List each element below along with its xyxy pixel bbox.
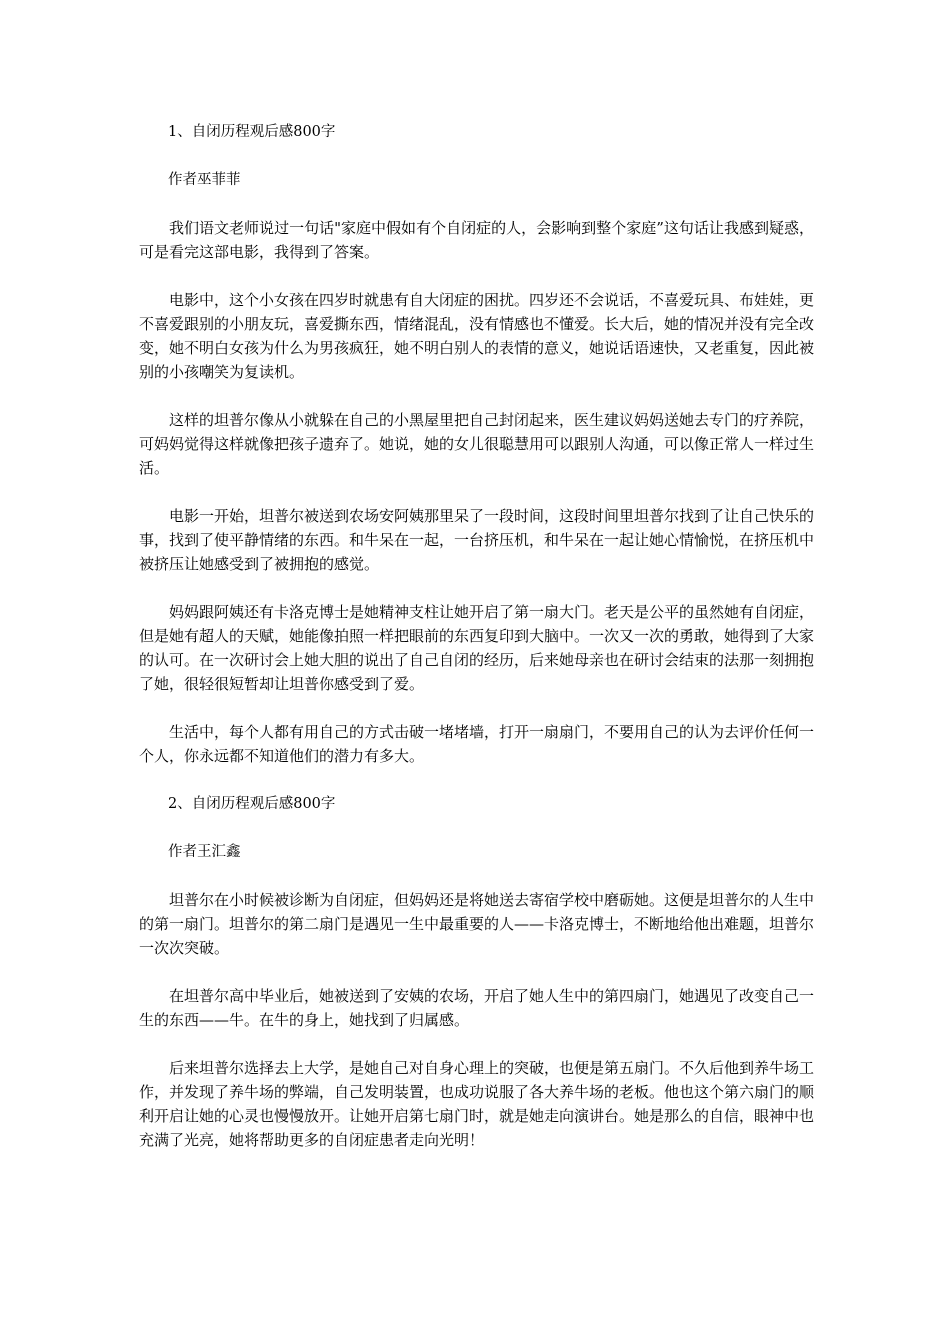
article-1-paragraph: 电影一开始，坦普尔被送到农场安阿姨那里呆了一段时间，这段时间里坦普尔找到了让自己快乐的事，找到了使平静情绪的东西。和牛呆在一起，一台挤压机，和牛呆在一起让她心情愉悦，在挤压机中被挤压让她感受到了被拥抱的感觉。 [139,507,815,573]
article-2-heading: 2、自闭历程观后感800字 [168,796,336,812]
article-2-paragraph: 坦普尔在小时候被诊断为自闭症，但妈妈还是将她送去寄宿学校中磨砺她。这便是坦普尔的人生中的第一扇门。坦普尔的第二扇门是遇见一生中最重要的人——卡洛克博士，不断地给他出难题，坦普尔一次次突破。 [139,891,815,957]
document-body [139,120,814,1176]
article-1-paragraph: 生活中，每个人都有用自己的方式击破一堵堵墙，打开一扇扇门，不要用自己的认为去评价任何一个人，你永远都不知道他们的潜力有多大。 [139,723,815,765]
article-2-author: 作者王汇鑫 [168,844,241,860]
article-1-heading: 1、自闭历程观后感800字 [168,124,336,140]
article-1-paragraph: 妈妈跟阿姨还有卡洛克博士是她精神支柱让她开启了第一扇大门。老天是公平的虽然她有自闭症，但是她有超人的天赋，她能像拍照一样把眼前的东西复印到大脑中。一次又一次的勇敢，她得到了大家的认可。在一次研讨会上她大胆的说出了自己自闭的经历，后来她母亲也在研讨会结束的法那一刻拥抱了她，很轻很短暂却让坦普你感受到了爱。 [139,603,815,693]
article-1-author: 作者巫菲菲 [168,172,241,188]
article-2-paragraph: 在坦普尔高中毕业后，她被送到了安姨的农场，开启了她人生中的第四扇门，她遇见了改变自己一生的东西——牛。在牛的身上，她找到了归属感。 [139,987,815,1029]
article-1-paragraph: 电影中，这个小女孩在四岁时就患有自大闭症的困扰。四岁还不会说话，不喜爱玩具、布娃娃，更不喜爱跟别的小朋友玩，喜爱撕东西，情绪混乱，没有情感也不懂爱。长大后，她的情况并没有完全改变，她不明白女孩为什么为男孩疯狂，她不明白别人的表情的意义，她说话语速快，又老重复，因此被别的小孩嘲笑为复读机。 [139,291,815,381]
article-1-paragraph: 我们语文老师说过一句话"家庭中假如有个自闭症的人，会影响到整个家庭”这句话让我感到疑惑，可是看完这部电影，我得到了答案。 [139,219,814,261]
article-2-paragraph: 后来坦普尔选择去上大学，是她自己对自身心理上的突破，也便是第五扇门。不久后他到养牛场工作，并发现了养牛场的弊端，自己发明装置，也成功说服了各大养牛场的老板。他也这个第六扇门的顺利开启让她的心灵也慢慢放开。让她开启第七扇门时，就是她走向演讲台。她是那么的自信，眼神中也充满了光亮，她将帮助更多的自闭症患者走向光明！ [139,1059,815,1149]
article-1-paragraph: 这样的坦普尔像从小就躲在自己的小黑屋里把自己封闭起来，医生建议妈妈送她去专门的疗养院，可妈妈觉得这样就像把孩子遗弃了。她说，她的女儿很聪慧用可以跟别人沟通，可以像正常人一样过生活。 [139,411,815,477]
